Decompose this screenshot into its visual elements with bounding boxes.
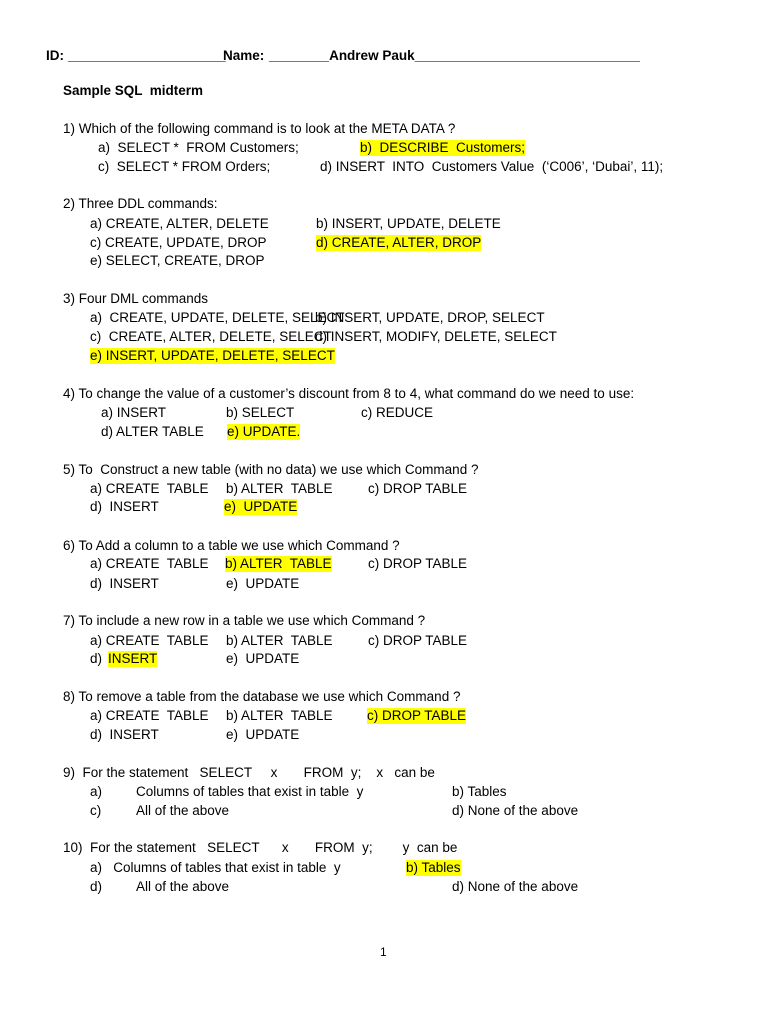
q2-option-d-answer: d) CREATE, ALTER, DROP	[316, 235, 482, 250]
q9-option-a-answer: Columns of tables that exist in table y	[136, 784, 364, 799]
name-value: ________Andrew Pauk______________________________	[269, 48, 640, 63]
q7-option-c: c) DROP TABLE	[368, 633, 468, 648]
q9-option-c: All of the above	[136, 803, 230, 818]
q5-option-c: c) DROP TABLE	[368, 481, 468, 496]
q4-option-e-answer: e) UPDATE.	[227, 424, 301, 439]
question-7: 7) To include a new row in a table we use which Command ?	[63, 613, 426, 628]
q1-option-d: d) INSERT INTO Customers Value (‘C006’, ‘Dubai’, 11);	[320, 159, 664, 174]
question-1: 1) Which of the following command is to look at the META DATA ?	[63, 121, 456, 136]
q3-option-e-answer: e) INSERT, UPDATE, DELETE, SELECT	[90, 348, 335, 363]
name-label: Name:	[223, 48, 269, 63]
q5-option-a: a) CREATE TABLE	[90, 481, 209, 496]
q5-option-b: b) ALTER TABLE	[226, 481, 333, 496]
q3-option-b: b) INSERT, UPDATE, DROP, SELECT	[315, 310, 545, 325]
q9-option-a-letter: a)	[90, 784, 103, 799]
q10-option-a: a) Columns of tables that exist in table y	[90, 860, 341, 875]
question-2: 2) Three DDL commands:	[63, 196, 218, 211]
q2-option-e: e) SELECT, CREATE, DROP	[90, 253, 265, 268]
q7-option-e: e) UPDATE	[226, 651, 300, 666]
q6-option-a: a) CREATE TABLE	[90, 556, 209, 571]
q10-option-c-letter: d)	[90, 879, 103, 894]
q7-option-b: b) ALTER TABLE	[226, 633, 333, 648]
q10-option-d: d) None of the above	[452, 879, 579, 894]
q1-option-a: a) SELECT * FROM Customers;	[98, 140, 299, 155]
q10-option-b-answer: b) Tables	[406, 860, 461, 875]
q3-option-c: c) CREATE, ALTER, DELETE, SELECT	[90, 329, 332, 344]
q10-option-c: All of the above	[136, 879, 230, 894]
q6-option-b-answer: b) ALTER TABLE	[225, 556, 332, 571]
q2-option-c: c) CREATE, UPDATE, DROP	[90, 235, 267, 250]
question-3: 3) Four DML commands	[63, 291, 209, 306]
q5-option-d: d) INSERT	[90, 499, 159, 514]
q3-option-a: a) CREATE, UPDATE, DELETE, SELECT	[90, 310, 345, 325]
q1-option-c: c) SELECT * FROM Orders;	[98, 159, 271, 174]
q4-option-d: d) ALTER TABLE	[101, 424, 204, 439]
q5-option-e-answer: e) UPDATE	[224, 499, 298, 514]
q1-option-b-answer: b) DESCRIBE Customers;	[360, 140, 526, 155]
page-number: 1	[380, 945, 387, 959]
q8-option-c-answer: c) DROP TABLE	[367, 708, 467, 723]
question-9: 9) For the statement SELECT x FROM y; x can be	[63, 765, 435, 780]
q8-option-a: a) CREATE TABLE	[90, 708, 209, 723]
question-4: 4) To change the value of a customer’s discount from 8 to 4, what command do we need to use:	[63, 386, 635, 401]
q6-option-d: d) INSERT	[90, 576, 159, 591]
question-6: 6) To Add a column to a table we use which Command ?	[63, 538, 400, 553]
id-blank: _____________________	[68, 48, 226, 63]
q7-option-d-letter: d)	[90, 651, 103, 666]
id-label: ID:	[46, 48, 64, 63]
page-title: Sample SQL midterm	[63, 83, 204, 98]
question-8: 8) To remove a table from the database we use which Command ?	[63, 689, 461, 704]
q7-option-d-answer: INSERT	[108, 651, 158, 666]
q6-option-e: e) UPDATE	[226, 576, 300, 591]
q6-option-c: c) DROP TABLE	[368, 556, 468, 571]
q8-option-b: b) ALTER TABLE	[226, 708, 333, 723]
q9-option-c-letter: c)	[90, 803, 102, 818]
q4-option-c: c) REDUCE	[361, 405, 434, 420]
q8-option-d: d) INSERT	[90, 727, 159, 742]
q2-option-a: a) CREATE, ALTER, DELETE	[90, 216, 269, 231]
q2-option-b: b) INSERT, UPDATE, DELETE	[316, 216, 501, 231]
q9-option-b: b) Tables	[452, 784, 507, 799]
question-5: 5) To Construct a new table (with no data) we use which Command ?	[63, 462, 479, 477]
q3-option-d: d) INSERT, MODIFY, DELETE, SELECT	[315, 329, 557, 344]
q4-option-a: a) INSERT	[101, 405, 167, 420]
question-10: 10) For the statement SELECT x FROM y; y can be	[63, 840, 458, 855]
q4-option-b: b) SELECT	[226, 405, 295, 420]
q9-option-d: d) None of the above	[452, 803, 579, 818]
q7-option-a: a) CREATE TABLE	[90, 633, 209, 648]
q8-option-e: e) UPDATE	[226, 727, 300, 742]
